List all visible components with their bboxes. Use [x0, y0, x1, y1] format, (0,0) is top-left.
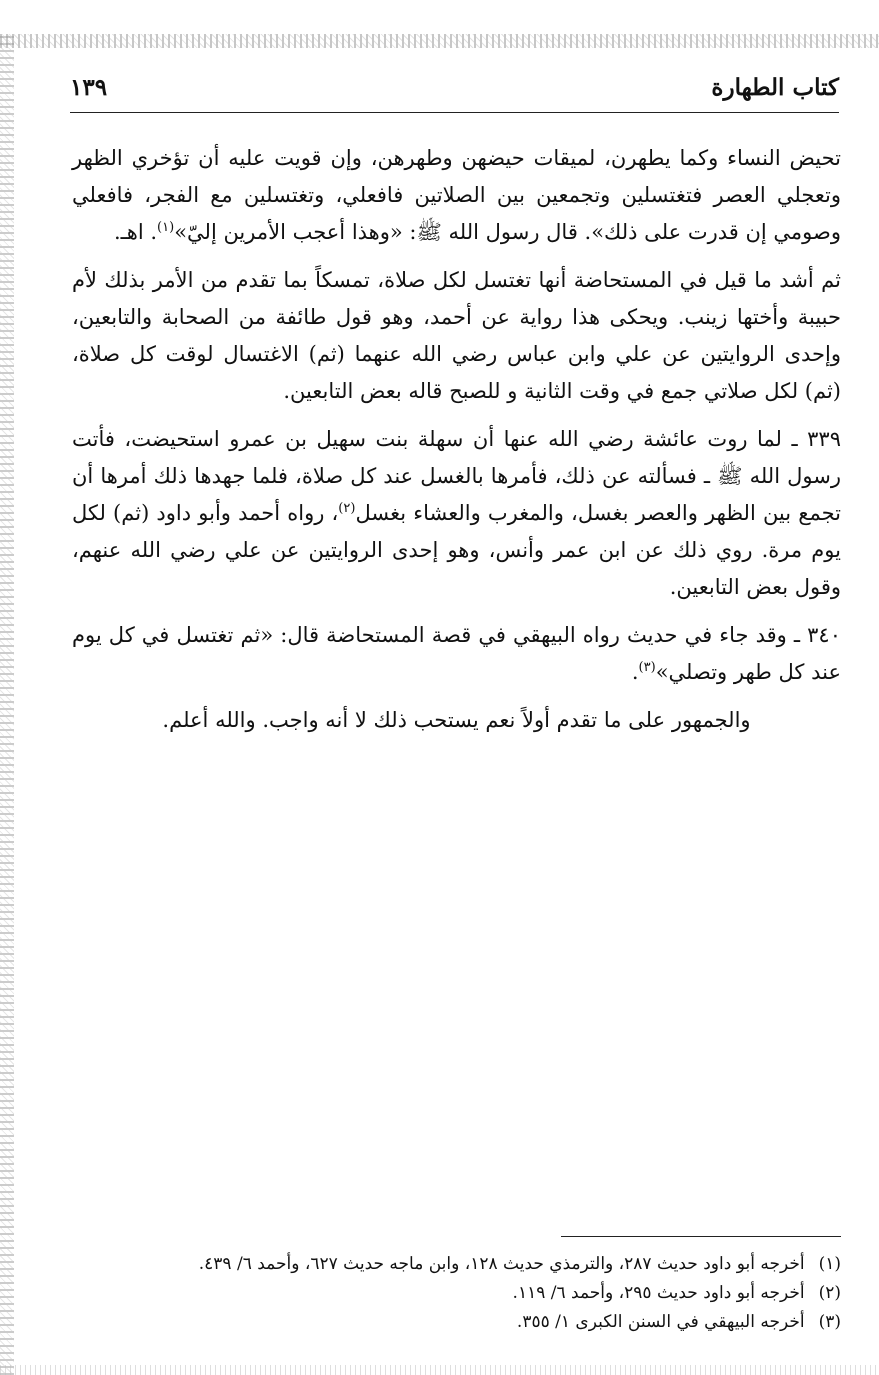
- running-header: [70, 74, 839, 106]
- paragraph-text: ٣٤٠ ـ وقد جاء في حديث رواه البيهقي في قصة المستحاضة قال: «ثم تغتسل في كل يوم عند كل طهر وتصلي»: [72, 623, 841, 684]
- footnote-number: (٣): [818, 1312, 841, 1332]
- footnote-ref: (٣): [638, 660, 656, 675]
- decorative-bottom-border: [0, 1365, 879, 1375]
- chapter-title: كتاب الطهارة: [711, 74, 839, 101]
- footnote: [72, 1250, 841, 1279]
- paragraph-text: ثم أشد ما قيل في المستحاضة أنها تغتسل لكل صلاة، تمسكاً بما تقدم من الأمر بذلك لأم حبيبة وأختها زينب. ويحكى هذا رواية عن أحمد، وهو قول طائفة من الصحابة والتابعين، وإحدى الروايتين عن علي وابن عباس رضي الله عنهما (ثم) الاغتسال لوقت كل صلاة، (ثم) لكل صلاتي جمع في وقت الثانية و للصبح قاله بعض التابعين.: [72, 268, 841, 403]
- paragraph-text-tail: . اهـ.: [113, 220, 158, 244]
- paragraph: [72, 262, 841, 410]
- footnote: [72, 1279, 841, 1308]
- paragraph-text: ٣٣٩ ـ لما روت عائشة رضي الله عنها أن سهلة بنت سهيل بن عمرو استحيضت، فأتت رسول الله ﷺ ـ فسألته عن ذلك، فأمرها بالغسل عند كل صلاة، فلما جهدها ذلك أمرها أن تجمع بين الظهر والعصر بغسل، والمغرب والعشاء بغسل: [72, 427, 841, 525]
- footnotes: [72, 1250, 841, 1337]
- paragraph-text: والجمهور على ما تقدم أولاً نعم يستحب ذلك لا أنه واجب. والله أعلم.: [162, 708, 751, 732]
- paragraph-text-tail: ، رواه أحمد وأبو داود (ثم) لكل يوم مرة. روي ذلك عن ابن عمر وأنس، وهو إحدى الروايتين عن علي رضي الله عنهم، وقول بعض التابعين.: [72, 501, 841, 599]
- paragraph: [72, 617, 841, 691]
- footnote-text: أخرجه أبو داود حديث ٢٨٧، والترمذي حديث ١٢٨، وابن ماجه حديث ٦٢٧، وأحمد ٦/ ٤٣٩.: [198, 1254, 805, 1274]
- footnote-ref: (١): [157, 220, 175, 235]
- paragraph: [72, 140, 841, 251]
- decorative-top-border: [0, 34, 879, 48]
- paragraph: [72, 702, 841, 739]
- paragraph-text: تحيض النساء وكما يطهرن، لميقات حيضهن وطهرهن، وإن قويت عليه أن تؤخري الظهر وتعجلي العصر فتغتسلين وتجمعين بين الصلاتين فافعلي، وتغتسلين مع الفجر، فافعلي وصومي إن قدرت على ذلك». قال رسول الله ﷺ: «وهذا أعجب الأمرين إليّ»: [72, 146, 841, 244]
- header-rule: [70, 112, 839, 113]
- main-text: [72, 140, 841, 750]
- paragraph: [72, 421, 841, 606]
- footnote-text: أخرجه البيهقي في السنن الكبرى ١/ ٣٥٥.: [516, 1312, 805, 1332]
- footnote-separator: [561, 1236, 841, 1237]
- footnote-number: (٢): [818, 1283, 841, 1303]
- footnote-number: (١): [818, 1254, 841, 1274]
- footnote: [72, 1308, 841, 1337]
- footnote-ref: (٢): [338, 501, 356, 516]
- decorative-left-border: [0, 34, 14, 1375]
- footnote-text: أخرجه أبو داود حديث ٢٩٥، وأحمد ٦/ ١١٩.: [512, 1283, 805, 1303]
- page-number: ١٣٩: [70, 74, 108, 101]
- paragraph-text-tail: .: [631, 660, 639, 684]
